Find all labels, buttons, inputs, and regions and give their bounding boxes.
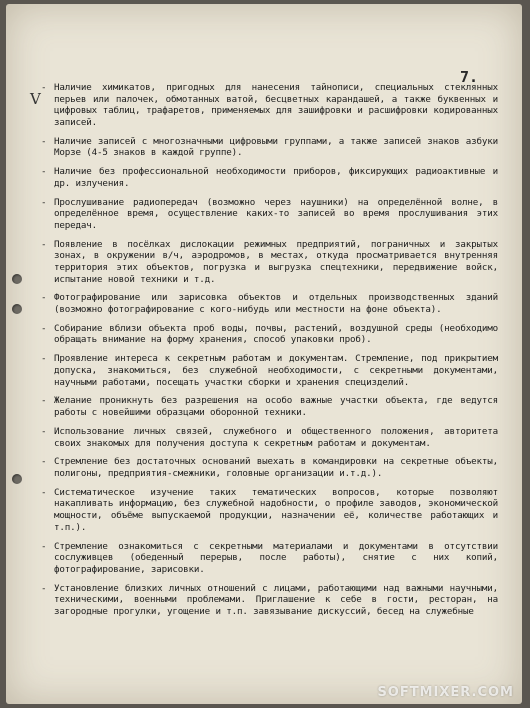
item-text: Стремление без достаточных оснований выехать в командировки на секретные объекты, полигоны, предприятия-смежники, головные организации и.т.д.).: [54, 456, 498, 479]
bullet-dash: -: [41, 322, 47, 334]
list-item: [41, 196, 498, 232]
list-item: [41, 395, 498, 419]
bullet-dash: -: [41, 425, 47, 437]
bullet-dash: -: [41, 238, 47, 250]
item-text: Установление близких личных отношений с лицами, работающими над важными научными, техническими, военными проблемами. Приглашение к себе в гости, ресторан, на загородные прогулки, угощение и т.п. завязывание дискуссий, бесед на служебные: [54, 582, 498, 617]
margin-checkmark: V: [30, 90, 41, 108]
bullet-dash: -: [41, 292, 47, 304]
item-text: Наличие химикатов, пригодных для нанесения тайнописи, специальных стеклянных перьев или палочек, обмотанных ватой, бесцветных карандашей, а также буквенных и цифровых таблиц, трафаретов, применяемых для зашифровки и расшифровки кодированных записей.: [54, 82, 498, 128]
item-text: Использование личных связей, служебного и общественного положения, авторитета своих знакомых для получения доступа к секретным работам и документам.: [54, 425, 498, 449]
list-item: [41, 82, 498, 128]
bullet-dash: -: [41, 582, 47, 594]
list-item: [41, 238, 498, 285]
list-item: [41, 292, 498, 315]
item-text: Фотографирование или зарисовка объектов и отдельных производственных зданий (возможно фотографирование с кого-нибудь или местности на фоне объекта).: [54, 292, 498, 315]
document-page: [6, 4, 522, 704]
bullet-dash: -: [41, 196, 47, 208]
item-text: Стремление ознакомиться с секретными материалами и документами в отсутствии сослуживцев (обеденный перерыв, после работы), снятие с них копий, фотографирование, зарисовки.: [54, 540, 498, 575]
item-text: Систематическое изучение таких тематических вопросов, которые позволяют накапливать информацию, без служебной надобности, о профиле заводов, экономической мощности, объёме выпускаемой продукции, назначении её, количестве работающих и т.п.).: [54, 486, 498, 533]
list-item: [41, 456, 498, 479]
item-text: Желание проникнуть без разрешения на особо важные участки объекта, где ведутся работы с новейшими образцами оборонной техники.: [54, 395, 498, 419]
list-item: [41, 486, 498, 533]
bullet-dash: -: [41, 540, 47, 552]
binding-hole: [12, 474, 22, 484]
item-text: Наличие без профессиональной необходимости приборов, фиксирующих радиоактивные и др. излучения.: [54, 166, 498, 189]
bullet-dash: -: [41, 82, 47, 93]
list-item: [41, 425, 498, 449]
bullet-dash: -: [41, 135, 47, 147]
bullet-dash: -: [41, 456, 47, 468]
list-item: [41, 166, 498, 189]
item-text: Прослушивание радиопередач (возможно через наушники) на определённой волне, в определённое время, осуществление каких-то записей во время прослушивания этих передач.: [54, 196, 498, 231]
item-text: Собирание вблизи объекта проб воды, почвы, растений, воздушной среды (необходимо обращать внимание на форму хранения, способ упаковки проб).: [54, 322, 498, 346]
bullet-dash: -: [41, 353, 47, 365]
item-text: Проявление интереса к секретным работам и документам. Стремление, под прикрытием допуска, знакомиться, без служебной необходимости, с секретными документами, научными работами, посещать участки сборки и хранения специзделий.: [54, 353, 498, 388]
list-item: [41, 135, 498, 159]
binding-hole: [12, 304, 22, 314]
bullet-dash: -: [41, 166, 47, 178]
list-item: [41, 582, 498, 618]
bullet-dash: -: [41, 486, 47, 498]
bullet-dash: -: [41, 395, 47, 407]
list-item: [41, 322, 498, 346]
binding-hole: [12, 274, 22, 284]
item-text: Наличие записей с многозначными цифровыми группами, а также записей знаков азбуки Морзе (4-5 знаков в каждой группе).: [54, 135, 498, 159]
list-item: [41, 353, 498, 388]
page-number: 7.: [459, 68, 478, 86]
binding-holes: [12, 4, 26, 704]
item-text: Появление в посёлках дислокации режимных предприятий, пограничных и закрытых зонах, в окружении в/ч, аэродромов, в местах, откуда просматривается внутренняя территория этих объектов, погрузка и выгрузка спецтехники, передвижение войск, испытание новой техники и т.д.: [54, 238, 498, 285]
list-item: [41, 540, 498, 576]
watermark: SOFTMIXER.COM: [377, 685, 514, 700]
item-list: [41, 82, 498, 625]
